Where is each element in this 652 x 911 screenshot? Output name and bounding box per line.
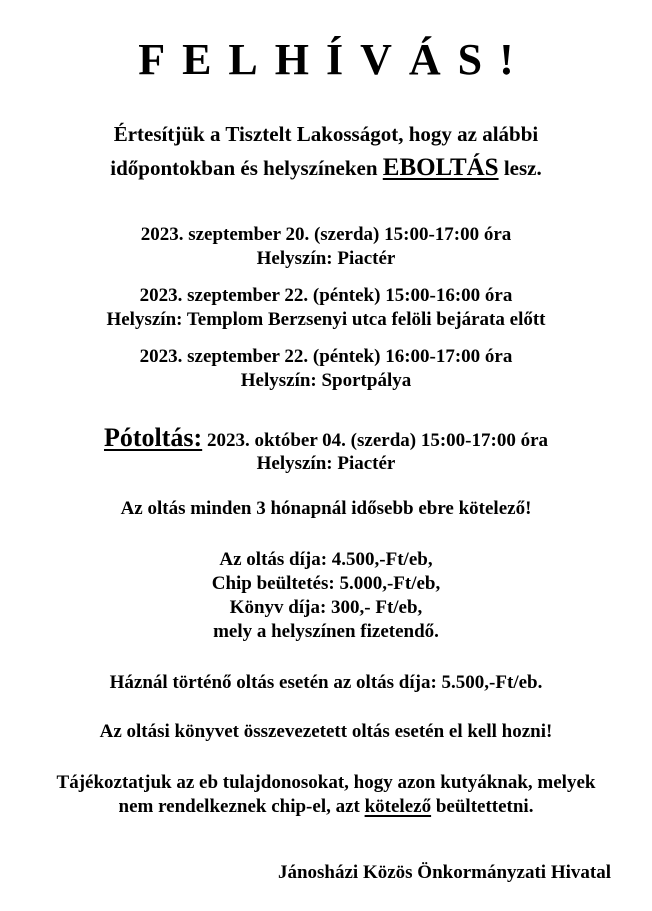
fee-line-4: mely a helyszínen fizetendő. <box>213 621 439 642</box>
fee-line-3: Könyv díja: 300,- Ft/eb, <box>229 597 423 618</box>
fee-line-2: Chip beültetés: 5.000,-Ft/eb, <box>211 573 441 594</box>
chip-notice-text-before: nem rendelkeznek chip-el, azt <box>118 796 360 817</box>
schedule-3-location: Helyszín: Sportpálya <box>240 370 412 391</box>
makeup-label: Pótoltás: <box>103 423 203 452</box>
intro-text-before: időpontokban és helyszíneken <box>110 156 378 180</box>
intro-line-1: Értesítjük a Tisztelt Lakosságot, hogy az alábbi <box>113 122 539 146</box>
schedule-3-date: 2023. szeptember 22. (péntek) 16:00-17:00 óra <box>139 346 513 367</box>
page-title: FELHÍVÁS! <box>138 35 531 84</box>
mandatory-note: Az oltás minden 3 hónapnál idősebb ebre kötelező! <box>120 498 532 519</box>
makeup-date-line <box>0 424 652 455</box>
eboltas-emphasis: EBOLTÁS <box>382 154 499 181</box>
chip-notice-text-after: beültettetni. <box>435 796 534 817</box>
intro-text-after: lesz. <box>503 156 542 180</box>
schedule-2-date: 2023. szeptember 22. (péntek) 15:00-16:00 óra <box>139 285 513 306</box>
intro-line-2 <box>0 154 652 182</box>
makeup-location: Helyszín: Piactér <box>256 453 396 474</box>
signature: Jánosházi Közös Önkormányzati Hivatal <box>277 862 611 883</box>
kotelezo-emphasis: kötelező <box>364 796 432 817</box>
chip-notice-line-2 <box>0 795 652 819</box>
chip-notice-line-1: Tájékoztatjuk az eb tulajdonosokat, hogy azon kutyáknak, melyek <box>56 772 596 793</box>
schedule-2-location: Helyszín: Templom Berzsenyi utca felöli bejárata előtt <box>106 309 546 330</box>
makeup-date: 2023. október 04. (szerda) 15:00-17:00 óra <box>206 430 549 451</box>
book-note: Az oltási könyvet összevezetett oltás esetén el kell hozni! <box>99 721 553 742</box>
schedule-1-date: 2023. szeptember 20. (szerda) 15:00-17:00 óra <box>140 224 512 245</box>
home-fee-note: Háznál történő oltás esetén az oltás díja: 5.500,-Ft/eb. <box>109 672 543 693</box>
schedule-1-location: Helyszín: Piactér <box>256 248 396 269</box>
fee-line-1: Az oltás díja: 4.500,-Ft/eb, <box>219 549 433 570</box>
